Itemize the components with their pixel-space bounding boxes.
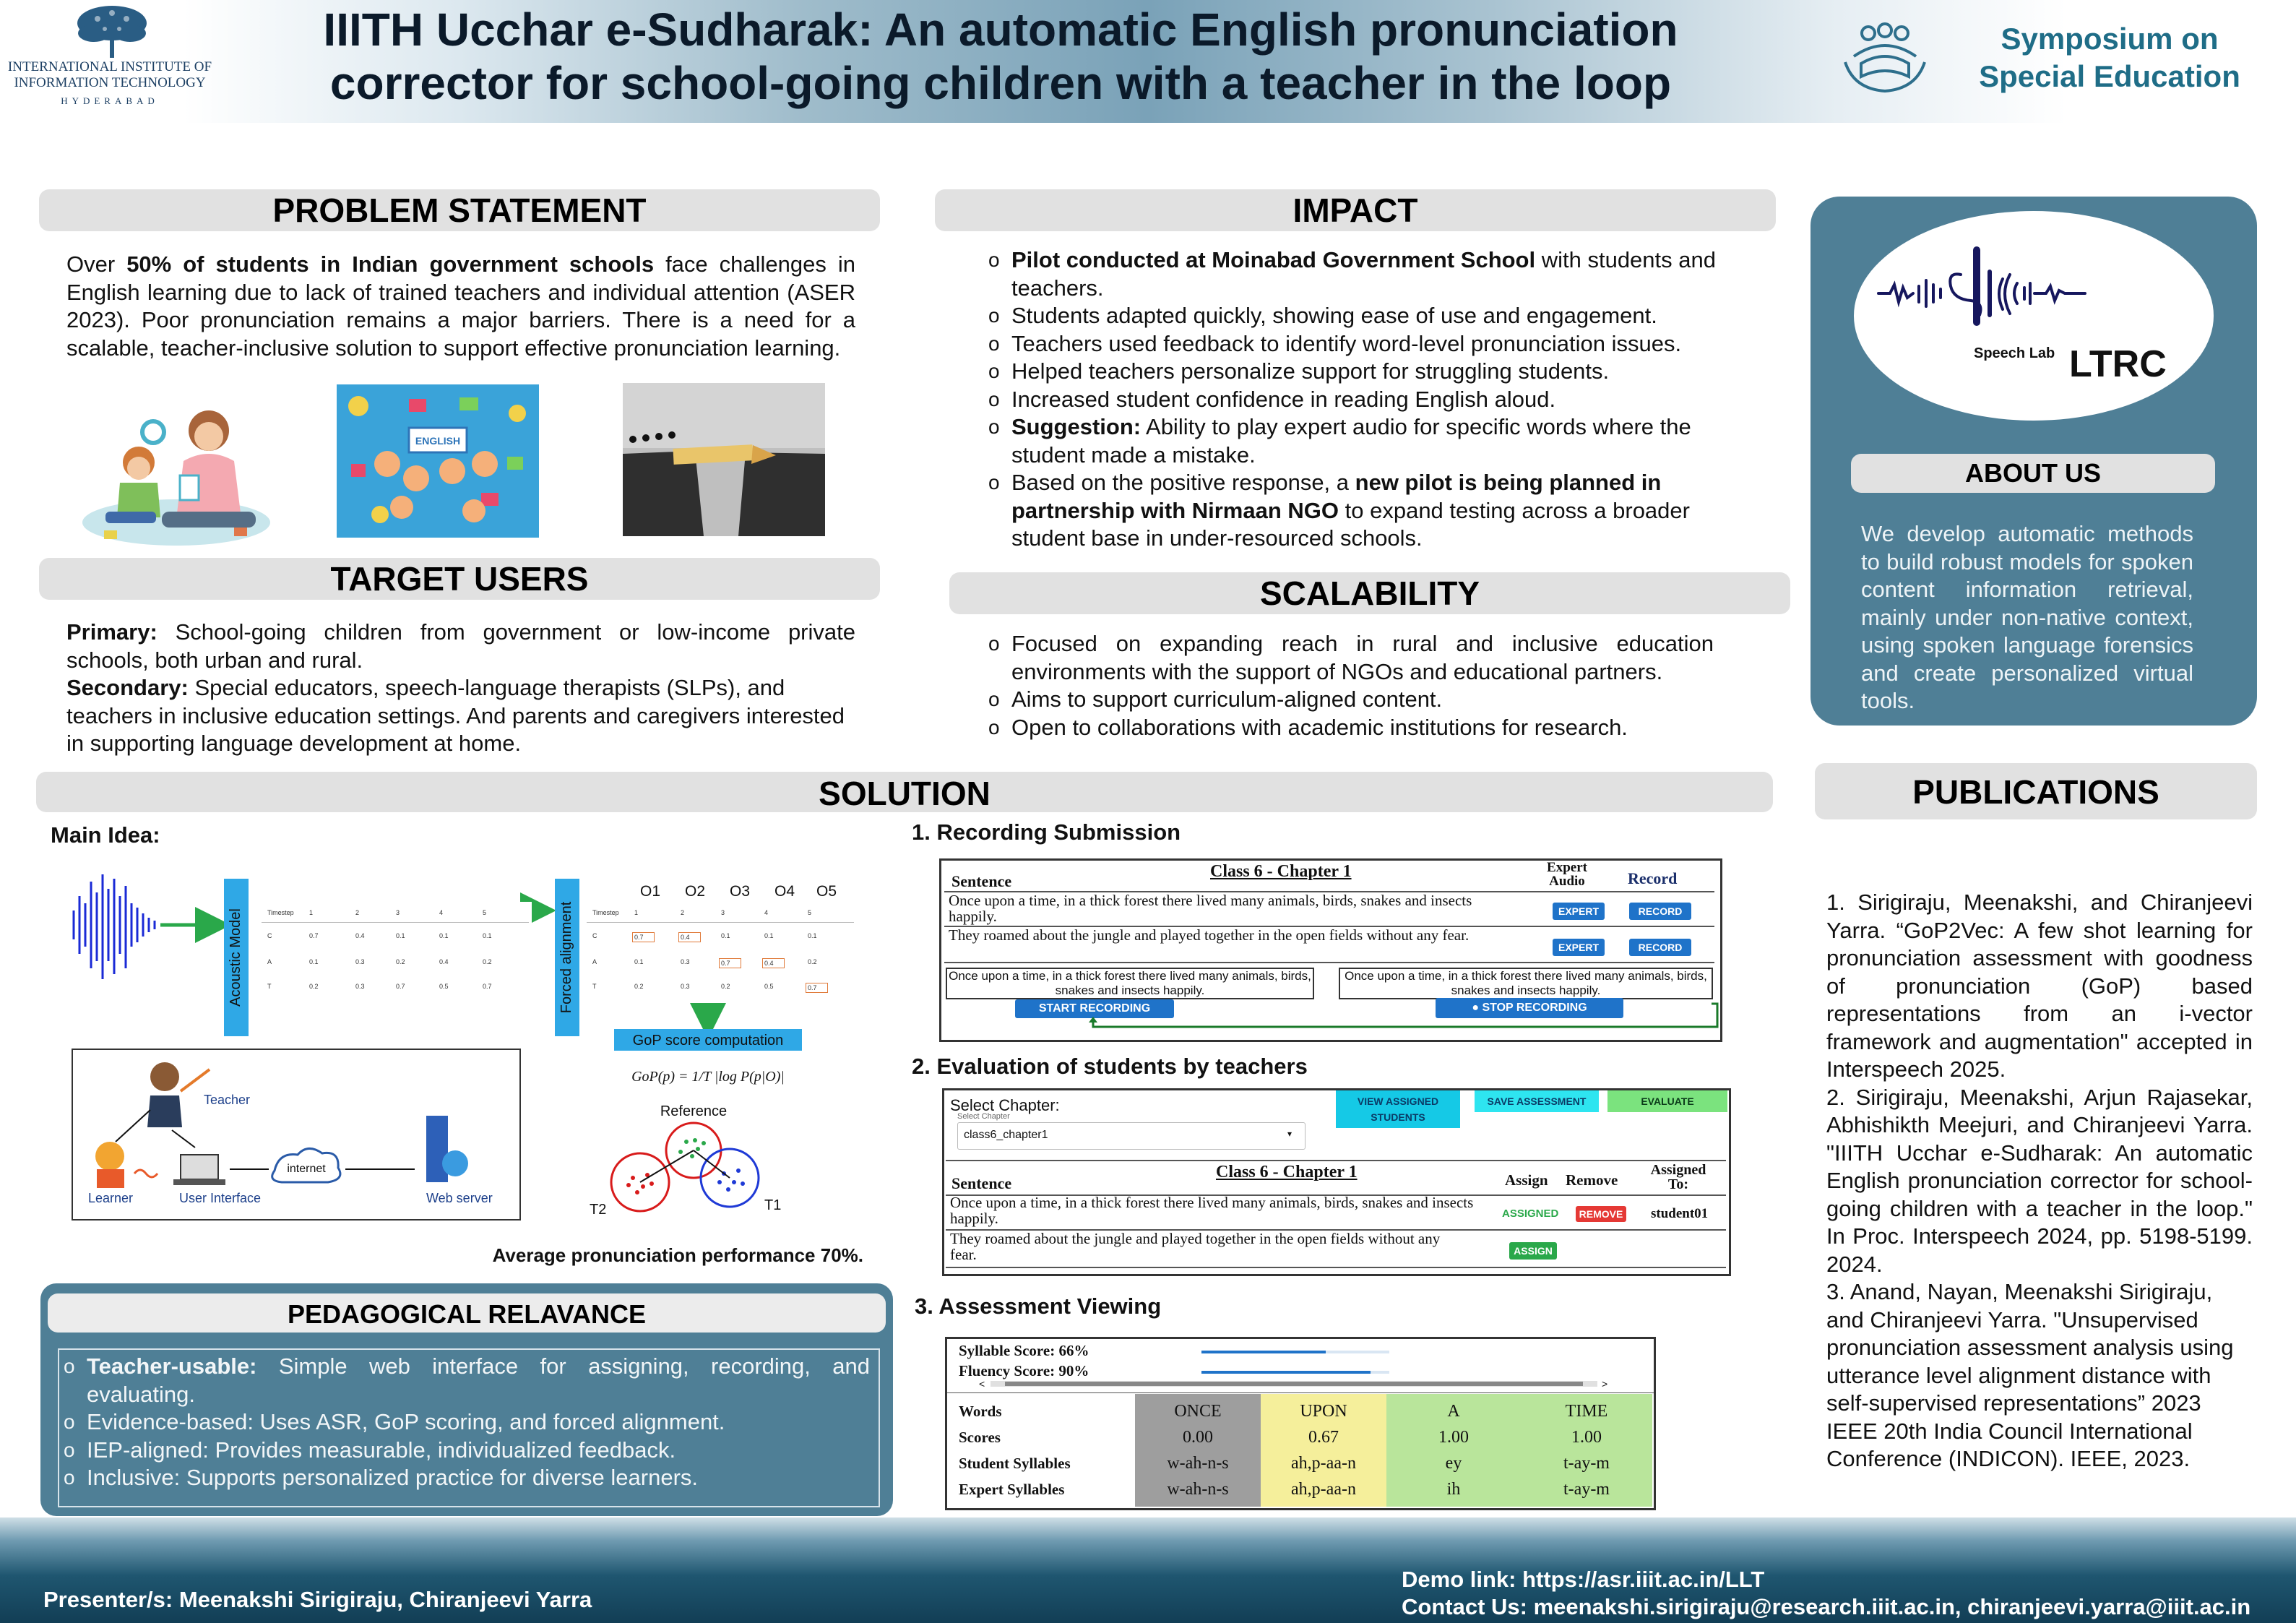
impact-item: o Teachers used feedback to identify word-level pronunciation issues. <box>988 330 1750 358</box>
table-divider <box>587 922 854 923</box>
pedagogical-list <box>64 1353 870 1492</box>
table-cell: 0.1 <box>808 932 817 939</box>
main-idea-label: Main Idea: <box>51 822 160 848</box>
secondary-label: Secondary: <box>66 675 189 700</box>
about-heading: ABOUT US <box>1851 454 2215 493</box>
evaluation-row2: They roamed about the jungle and played together in the open fields without any fear. <box>950 1230 1441 1263</box>
recording-class-title: Class 6 - Chapter 1 <box>1210 862 1352 881</box>
table-cell: 0.4 <box>439 958 449 965</box>
scalability-item: o Open to collaborations with academic institutions for research. <box>988 714 1714 742</box>
table-cell: 0.1 <box>764 932 774 939</box>
student-syllables: ey <box>1445 1454 1462 1473</box>
acoustic-model-label: Acoustic Model <box>228 908 243 1007</box>
word-cells <box>1261 1398 1386 1502</box>
save-assessment-button[interactable]: SAVE ASSESSMENT <box>1475 1090 1599 1112</box>
word-cells <box>1521 1398 1652 1502</box>
publication-item: 3. Anand, Nayan, Meenakshi Sirigiraju, and Chiranjeevi Yarra. "Unsupervised pronunciation assessment analysis using utterance level alignment distance with self-supervised representations” 2023 IEEE 20th India Council International Conference (INDICON). IEEE, 2023. <box>1826 1279 2234 1471</box>
remove-button[interactable]: REMOVE <box>1576 1206 1626 1222</box>
word: UPON <box>1300 1402 1347 1421</box>
english-class-illustration <box>337 384 539 538</box>
assign-button[interactable]: ASSIGN <box>1509 1242 1557 1260</box>
reference-label: Reference <box>660 1103 728 1119</box>
impact-list <box>988 246 1750 553</box>
mic-icon: ● <box>1472 1002 1483 1014</box>
chapter-select-value: class6_chapter1 <box>964 1129 1048 1141</box>
table-header-cell: 3 <box>396 909 400 916</box>
table-cell: C <box>592 932 597 939</box>
poster-title-line2: corrector for school-going children with a teacher in the loop <box>329 57 1672 109</box>
average-performance: Average pronunciation performance 70%. <box>492 1244 863 1266</box>
poster-title-line1: IIITH Ucchar e-Sudharak: An automatic English pronunciation <box>323 4 1678 56</box>
publication-item: 1. Sirigiraju, Meenakshi, and Chiranjeevi Yarra. “GoP2Vec: A few shot learning for pronunciation assessment with goodness of pronunciation (GoP) based representations from an i-vector framework and augmentation" accepted in Interspeech 2025. <box>1826 890 2253 1082</box>
table-cell: 0.4 <box>355 932 365 939</box>
pedagogical-item <box>64 1353 870 1408</box>
fluency-score-bar <box>1201 1371 1389 1374</box>
table-cell: 0.7 <box>309 932 319 939</box>
table-cell: 0.3 <box>355 983 365 990</box>
table-cell: 0.2 <box>309 983 319 990</box>
score: 1.00 <box>1438 1428 1469 1447</box>
ltrc-name: LTRC <box>2069 343 2167 385</box>
assessment-heading: 3. Assessment Viewing <box>915 1293 1162 1319</box>
score: 0.67 <box>1308 1428 1339 1447</box>
problem-heading: PROBLEM STATEMENT <box>39 189 880 231</box>
obs-label: O2 <box>685 883 706 900</box>
impact-item <box>988 469 1750 553</box>
target-users-heading: TARGET USERS <box>39 558 880 600</box>
impact-item-bold: new pilot is being planned in partnership with Nirmaan NGO <box>1011 470 1662 523</box>
learner-label: Learner <box>88 1191 134 1205</box>
evaluation-row1: Once upon a time, in a thick forest there lived many animals, birds, snakes and insects happily. <box>950 1194 1474 1227</box>
impact-item-text: with students and teachers. <box>1011 247 1716 301</box>
primary-label: Primary: <box>66 619 157 645</box>
table-cell: 0.2 <box>483 958 492 965</box>
problem-text <box>66 251 855 362</box>
word-column <box>1135 1394 1261 1507</box>
table-cell: 0.4 <box>678 932 701 942</box>
contact-info[interactable]: Contact Us: meenakshi.sirigiraju@research.iiit.ac.in, chiranjeevi.yarra@iiit.ac.in <box>1402 1594 2251 1619</box>
row-label: Student Syllables <box>959 1455 1071 1472</box>
evaluation-col-sentence: Sentence <box>951 1174 1012 1192</box>
table-cell: 0.2 <box>396 958 405 965</box>
impact-heading: IMPACT <box>935 189 1776 231</box>
table-cell: 0.7 <box>396 983 405 990</box>
row-label: Scores <box>959 1429 1001 1446</box>
table-cell: A <box>592 958 597 965</box>
pedagogical-item: o Inclusive: Supports personalized practice for diverse learners. <box>64 1464 870 1492</box>
symposium-title <box>1951 20 2269 95</box>
impact-item <box>988 246 1750 302</box>
iiit-logo-icon <box>72 3 152 59</box>
pedagogical-item: o Evidence-based: Uses ASR, GoP scoring, and forced alignment. <box>64 1408 870 1437</box>
recording-col-record: Record <box>1628 869 1678 887</box>
pedagogical-item-bold: Teacher-usable: <box>87 1353 257 1379</box>
target-users-secondary <box>66 674 855 758</box>
recording-heading: 1. Recording Submission <box>912 819 1181 845</box>
chevron-down-icon: ▾ <box>1287 1129 1292 1139</box>
scrollbar-thumb[interactable] <box>1005 1382 1583 1386</box>
assigned-status: ASSIGNED <box>1502 1207 1559 1220</box>
evaluation-col-assign: Assign <box>1505 1171 1548 1189</box>
table-cell: 0.2 <box>721 983 730 990</box>
table-cell: 0.7 <box>719 958 741 968</box>
evaluation-heading: 2. Evaluation of students by teachers <box>912 1054 1308 1079</box>
impact-item: o Helped teachers personalize support for struggling students. <box>988 358 1750 386</box>
problem-text-bold: 50% of students in Indian government schools <box>126 251 655 277</box>
table-cell: 0.5 <box>764 983 774 990</box>
word-column <box>1386 1394 1521 1507</box>
solution-heading: SOLUTION <box>36 772 1773 812</box>
institute-name <box>1 59 218 91</box>
recording-row2: They roamed about the jungle and played together in the open fields without any fear. <box>949 926 1469 944</box>
obs-label: O4 <box>774 883 795 900</box>
about-text: We develop automatic methods to build robust models for spoken content information retrieval, mainly under non-native context, using spoken language forensics and create personalized virtual tools. <box>1861 521 2193 713</box>
impact-item-text: Ability to play expert audio for specific words where the student made a mistake. <box>1011 414 1691 468</box>
table-cell: 0.3 <box>681 958 690 965</box>
pedagogical-item-text: Simple web interface for assigning, recording, and evaluating. <box>87 1353 870 1407</box>
fluency-score-fill <box>1201 1371 1371 1374</box>
table-cell: 0.1 <box>309 958 319 965</box>
word: ONCE <box>1174 1402 1222 1421</box>
speech-lab-caption: Speech Lab <box>1974 345 2055 361</box>
table-header-cell: Timestep <box>267 909 294 916</box>
recording-screenshot <box>939 858 1722 1042</box>
table-cell: 0.2 <box>808 958 817 965</box>
primary-text: School-going children from government or low-income private schools, both urban and rural. <box>66 619 855 673</box>
institute-city: HYDERABAD <box>61 95 159 106</box>
gap-bridge-illustration <box>623 383 825 536</box>
table-cell: 0.7 <box>806 983 828 993</box>
recording-row1: Once upon a time, in a thick forest there lived many animals, birds, snakes and insects happily. <box>949 892 1472 925</box>
teacher-label: Teacher <box>204 1093 251 1107</box>
impact-item: o Students adapted quickly, showing ease of use and engagement. <box>988 302 1750 330</box>
table-header-cell: 2 <box>681 909 685 916</box>
obs-label: O5 <box>816 883 837 900</box>
recording-col-sentence: Sentence <box>951 872 1012 890</box>
table-header-cell: 5 <box>483 909 487 916</box>
impact-item-bold: Suggestion: <box>1011 414 1141 439</box>
word: A <box>1447 1402 1460 1421</box>
divider <box>946 1267 1726 1268</box>
gop-formula: GoP(p) = 1/T |log P(p|O)| <box>631 1069 785 1085</box>
obs-label: O3 <box>730 883 751 900</box>
table-cell: 0.1 <box>439 932 449 939</box>
problem-text-1: Over <box>66 251 127 277</box>
publications-list <box>1826 889 2253 1473</box>
record-button[interactable]: RECORD <box>1629 903 1691 920</box>
t1-label: T1 <box>764 1197 782 1213</box>
evaluate-button[interactable]: EVALUATE <box>1607 1090 1727 1112</box>
expert-syllables: ah,p-aa-n <box>1291 1480 1356 1499</box>
table-cell: A <box>267 958 272 965</box>
web-server-label: Web server <box>426 1191 493 1205</box>
scroll-right-icon[interactable]: > <box>1602 1378 1608 1390</box>
impact-item: o Increased student confidence in reading English aloud. <box>988 386 1750 414</box>
internet-label: internet <box>287 1163 326 1175</box>
table-cell: T <box>592 983 597 990</box>
recording-col-expert: Expert Audio <box>1547 860 1587 889</box>
student-syllables: t-ay-m <box>1563 1454 1610 1473</box>
table-cell: 0.1 <box>721 932 730 939</box>
word-cells <box>1386 1398 1521 1502</box>
user-interface-label: User Interface <box>179 1191 262 1205</box>
flow-arrow-icon <box>1086 998 1720 1034</box>
expert-audio-button[interactable]: EXPERT <box>1553 903 1605 920</box>
assessment-row-labels <box>959 1398 1071 1502</box>
fluency-score: Fluency Score: 90% <box>959 1362 1089 1379</box>
institute-name-line2: INFORMATION TECHNOLOGY <box>14 75 206 90</box>
divider <box>947 1392 1654 1393</box>
word-column <box>1521 1394 1652 1507</box>
word-column <box>1261 1394 1386 1507</box>
divider <box>946 1160 1726 1161</box>
table-cell: 0.5 <box>439 983 449 990</box>
table-cell: 0.7 <box>632 932 655 942</box>
obs-label: O1 <box>640 883 661 900</box>
start-sentence-box: Once upon a time, in a thick forest there lived many animals, birds, snakes and insects happily. <box>946 968 1314 999</box>
table-header-cell: 2 <box>355 909 360 916</box>
row-label: Expert Syllables <box>959 1481 1065 1498</box>
row-label: Words <box>959 1403 1002 1420</box>
secondary-text: Special educators, speech-language therapists (SLPs), and teachers in inclusive education settings. And parents and caregivers interested in supporting language development at home. <box>66 675 845 756</box>
institute-name-line1: INTERNATIONAL INSTITUTE OF <box>7 59 212 74</box>
symposium-line2: Special Education <box>1979 59 2240 93</box>
english-label: ENGLISH <box>415 435 461 447</box>
publication-item: 2. Sirigiraju, Meenakshi, Arjun Rajasekar, Abhishikth Meejuri, and Chiranjeevi Yarra. "IIITH Ucchar e-Sudharak: An automatic English pronunciation corrector for school-going children with a teacher in the loop." In Proc. Interspeech 2024, pp. 5198-5199. 2024. <box>1826 1084 2253 1277</box>
scalability-item: o Aims to support curriculum-aligned content. <box>988 686 1714 714</box>
table-cell: 0.3 <box>355 958 365 965</box>
expert-syllables: t-ay-m <box>1563 1480 1610 1499</box>
evaluation-class-title: Class 6 - Chapter 1 <box>1216 1163 1358 1181</box>
assessment-screenshot <box>945 1337 1656 1510</box>
table-header-cell: 1 <box>309 909 314 916</box>
horizontal-scrollbar[interactable] <box>991 1381 1597 1387</box>
table-cell: 0.1 <box>483 932 492 939</box>
target-users-primary <box>66 619 855 674</box>
t2-label: T2 <box>590 1202 607 1218</box>
syllable-score-bar <box>1201 1351 1389 1353</box>
syllable-score-fill <box>1201 1351 1326 1353</box>
score: 0.00 <box>1183 1428 1213 1447</box>
gop-box-label: GoP score computation <box>632 1033 784 1049</box>
table-cell: 0.3 <box>681 983 690 990</box>
table-header-cell: 4 <box>439 909 444 916</box>
table-cell: 0.2 <box>634 983 644 990</box>
view-assigned-button[interactable]: VIEW ASSIGNED STUDENTS <box>1336 1090 1460 1128</box>
select-chapter-label: Select Chapter: <box>950 1096 1060 1114</box>
table-cell: 0.1 <box>634 958 644 965</box>
table-divider <box>262 922 529 923</box>
expert-audio-button[interactable]: EXPERT <box>1553 939 1605 956</box>
probability-table-2 <box>587 902 857 997</box>
scroll-left-icon[interactable]: < <box>979 1378 985 1390</box>
impact-item <box>988 413 1750 469</box>
evaluation-col-remove: Remove <box>1566 1171 1618 1189</box>
word-cells <box>1135 1398 1261 1502</box>
problem-text-2: face challenges in English learning due to lack of trained teachers and individual attention (ASER 2023). Poor pronunciation remains a major barriers. There is a need for a scalable, teacher-inclusive solution to support effective pronunciation learning. <box>66 251 856 361</box>
impact-item-text: Based on the positive response, a <box>1011 470 1355 495</box>
probability-table-1 <box>262 902 532 997</box>
scalability-list <box>988 630 1714 741</box>
chapter-select[interactable] <box>957 1122 1305 1150</box>
record-button[interactable]: RECORD <box>1629 939 1691 956</box>
pedagogical-item: o IEP-aligned: Provides measurable, individualized feedback. <box>64 1437 870 1465</box>
table-cell: T <box>267 983 272 990</box>
syllable-score: Syllable Score: 66% <box>959 1342 1089 1359</box>
table-cell: C <box>267 932 272 939</box>
table-cell: 0.7 <box>483 983 492 990</box>
evaluation-col-assigned-to: Assigned To: <box>1650 1162 1706 1192</box>
demo-link[interactable]: Demo link: https://asr.iiit.ac.in/LLT <box>1402 1567 1765 1592</box>
pedagogical-heading: PEDAGOGICAL RELAVANCE <box>48 1293 886 1333</box>
stop-recording-label: STOP RECORDING <box>1482 1002 1587 1014</box>
score: 1.00 <box>1571 1428 1602 1447</box>
student-syllables: ah,p-aa-n <box>1291 1454 1356 1473</box>
table-cell: 0.1 <box>396 932 405 939</box>
start-recording-button[interactable]: START RECORDING <box>1015 999 1174 1018</box>
forced-alignment-label: Forced alignment <box>558 901 574 1014</box>
word: TIME <box>1565 1402 1608 1421</box>
scalability-heading: SCALABILITY <box>949 572 1790 614</box>
table-header-cell: 1 <box>634 909 639 916</box>
table-header-cell: 3 <box>721 909 725 916</box>
impact-item-text: to expand testing across a broader student base in under-resourced schools. <box>1011 497 1690 551</box>
student-syllables: w-ah-n-s <box>1167 1454 1229 1473</box>
presenters: Presenter/s: Meenakshi Sirigiraju, Chiranjeevi Yarra <box>43 1587 592 1612</box>
table-header-cell: Timestep <box>592 909 619 916</box>
expert-syllables: ih <box>1446 1480 1461 1499</box>
symposium-line1: Symposium on <box>2001 22 2219 56</box>
mother-child-illustration <box>75 396 275 549</box>
divider <box>944 962 1714 963</box>
select-chapter-hint: Select Chapter <box>957 1112 1010 1121</box>
table-header-cell: 5 <box>808 909 812 916</box>
expert-syllables: w-ah-n-s <box>1167 1480 1229 1499</box>
publications-heading: PUBLICATIONS <box>1815 763 2257 819</box>
symposium-logo-icon <box>1839 20 1930 95</box>
stop-sentence-box: Once upon a time, in a thick forest there lived many animals, birds, snakes and insects happily. <box>1339 968 1713 999</box>
table-cell: 0.4 <box>762 958 785 968</box>
scalability-item: o Focused on expanding reach in rural and inclusive education environments with the support of NGOs and educational partners. <box>988 630 1714 686</box>
table-header-cell: 4 <box>764 909 769 916</box>
assigned-student: student01 <box>1651 1206 1709 1221</box>
speech-lab-logo-icon <box>1876 243 2121 337</box>
evaluation-screenshot <box>942 1088 1731 1276</box>
impact-item-bold: Pilot conducted at Moinabad Government School <box>1011 247 1536 272</box>
